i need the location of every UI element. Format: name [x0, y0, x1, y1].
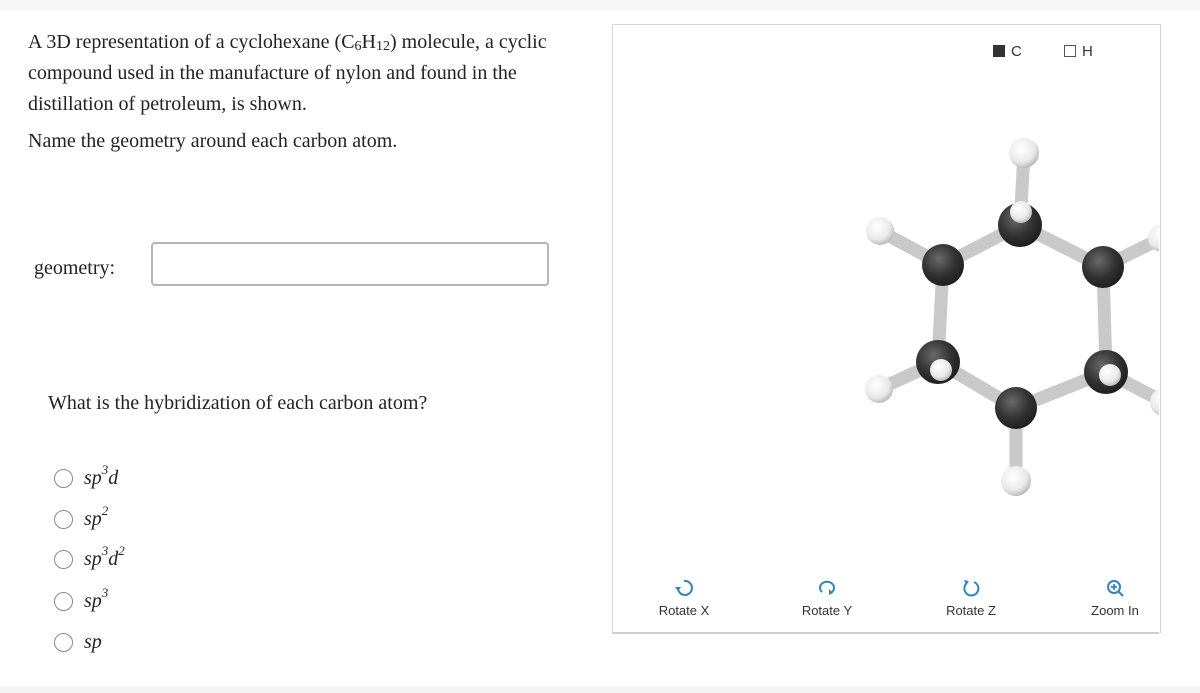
hybridization-prompt: What is the hybridization of each carbon atom? — [48, 392, 428, 414]
question-intro: A 3D representation of a cyclohexane $(C_6H_{12})$ molecule, a cyclic compound used in the manufacture of nylon and found in the distillation of petroleum, is shown. — [28, 31, 547, 115]
hydrogen-atom — [865, 375, 893, 403]
rotate-x-button[interactable]: Rotate X — [624, 577, 744, 618]
hydrogen-atom — [930, 359, 952, 381]
bottom-strip — [0, 686, 1200, 693]
carbon-atom — [1082, 246, 1124, 288]
option-label: $sp^3$ — [84, 584, 109, 612]
hydrogen-atom — [866, 217, 894, 245]
rotate-x-icon — [624, 577, 744, 599]
carbon-atom — [995, 387, 1037, 429]
option-label: $sp^3d^2$ — [84, 542, 125, 570]
option-label: $sp^2$ — [84, 502, 109, 530]
rotate-z-button[interactable]: Rotate Z — [911, 577, 1031, 618]
option-label: sp — [84, 630, 102, 653]
geometry-label: geometry: — [34, 257, 116, 279]
hydrogen-atom — [1010, 201, 1032, 223]
hydrogen-atom — [1009, 138, 1039, 168]
carbon-atom — [922, 244, 964, 286]
hydrogen-swatch-icon — [1064, 45, 1076, 57]
hydrogen-atom — [1099, 364, 1121, 386]
hydrogen-atom — [1150, 388, 1178, 416]
option-label: $sp^3d$ — [84, 461, 119, 489]
legend-carbon: C — [993, 42, 1022, 60]
hydrogen-atom — [1001, 466, 1031, 496]
rotate-z-icon — [911, 577, 1031, 599]
rotate-y-button[interactable]: Rotate Y — [767, 577, 887, 618]
rotate-y-icon — [767, 577, 887, 599]
carbon-swatch-icon — [993, 45, 1005, 57]
hydrogen-atom — [1148, 224, 1176, 252]
zoom-in-icon — [1055, 577, 1175, 599]
geometry-prompt: Name the geometry around each carbon atom. — [28, 130, 398, 152]
legend-hydrogen: H — [1064, 42, 1093, 60]
zoom-in-button[interactable]: Zoom In — [1055, 577, 1175, 618]
